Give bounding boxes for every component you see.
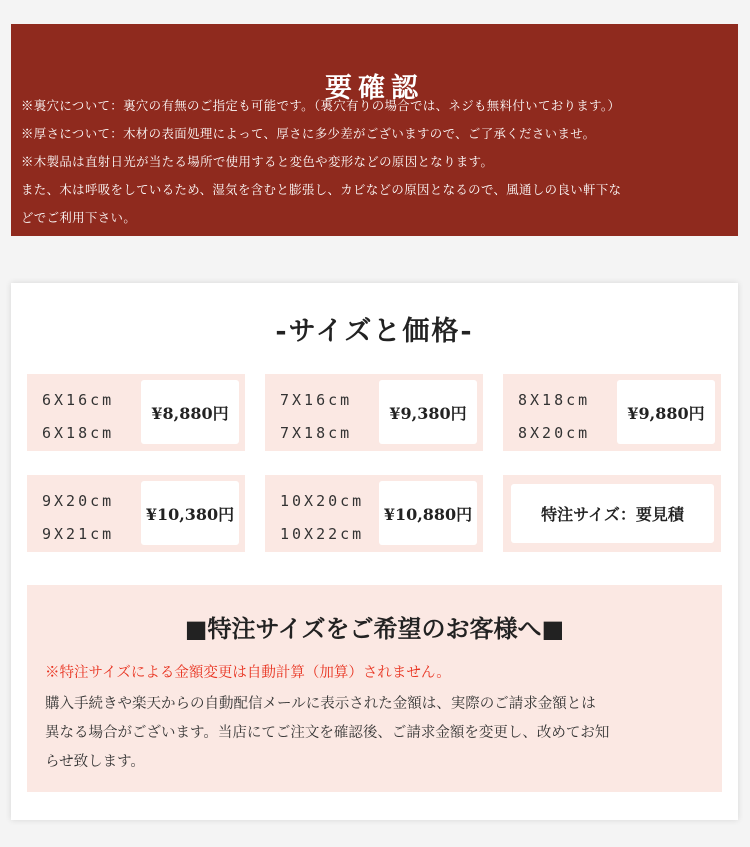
size-price-item — [27, 374, 245, 451]
notice-line: ※木製品は直射日光が当たる場所で使用すると変色や変形などの原因となります。 — [21, 154, 494, 169]
price-label: ¥9,380円 — [379, 380, 477, 444]
custom-size-text: 購入手続きや楽天からの自動配信メールに表示された金額は、実際のご請求金額とは — [45, 696, 596, 712]
size-label: 10X22cm — [280, 525, 365, 543]
size-label: 9X20cm — [42, 492, 115, 510]
size-price-item — [265, 475, 483, 552]
confirmation-notice — [11, 24, 738, 236]
size-label: 7X16cm — [280, 391, 353, 409]
custom-size-title: ■特注サイズをご希望のお客様へ■ — [184, 614, 565, 643]
size-price-title: -サイズと価格- — [275, 316, 474, 347]
price-label: ¥9,880円 — [617, 380, 715, 444]
custom-size-text: 異なる場合がございます。当店にてご注文を確認後、ご請求金額を変更し、改めてお知 — [45, 725, 610, 741]
special-size-label: 特注サイズ：要見積 — [511, 484, 714, 543]
custom-size-warning: ※特注サイズによる金額変更は自動計算（加算）されません。 — [45, 665, 451, 681]
size-label: 7X18cm — [280, 424, 353, 442]
price-label: ¥8,880円 — [141, 380, 239, 444]
notice-lines — [21, 92, 736, 232]
custom-size-text: らせ致します。 — [45, 754, 145, 770]
notice-title: 要確認 — [325, 73, 424, 104]
notice-line: また、木は呼吸をしているため、湿気を含むと膨張し、カビなどの原因となるので、風通しの良い軒下な — [21, 182, 622, 197]
size-label: 6X16cm — [42, 391, 115, 409]
size-label: 9X21cm — [42, 525, 115, 543]
size-price-item — [503, 374, 721, 451]
size-label: 8X20cm — [518, 424, 591, 442]
notice-line: ※裏穴について：裏穴の有無のご指定も可能です。（裏穴有りの場合では、ネジも無料付いております。） — [21, 98, 621, 113]
price-label: ¥10,880円 — [379, 481, 477, 545]
notice-line: どでご利用下さい。 — [21, 210, 137, 225]
size-price-item — [265, 374, 483, 451]
custom-size-notice — [27, 585, 722, 792]
size-label: 6X18cm — [42, 424, 115, 442]
size-label: 10X20cm — [280, 492, 365, 510]
notice-line: ※厚さについて：木材の表面処理によって、厚さに多少差がございますので、ご了承くださいませ。 — [21, 126, 596, 141]
price-label: ¥10,380円 — [141, 481, 239, 545]
size-price-item — [27, 475, 245, 552]
size-price-panel — [11, 283, 738, 820]
special-size-item — [503, 475, 721, 552]
size-label: 8X18cm — [518, 391, 591, 409]
